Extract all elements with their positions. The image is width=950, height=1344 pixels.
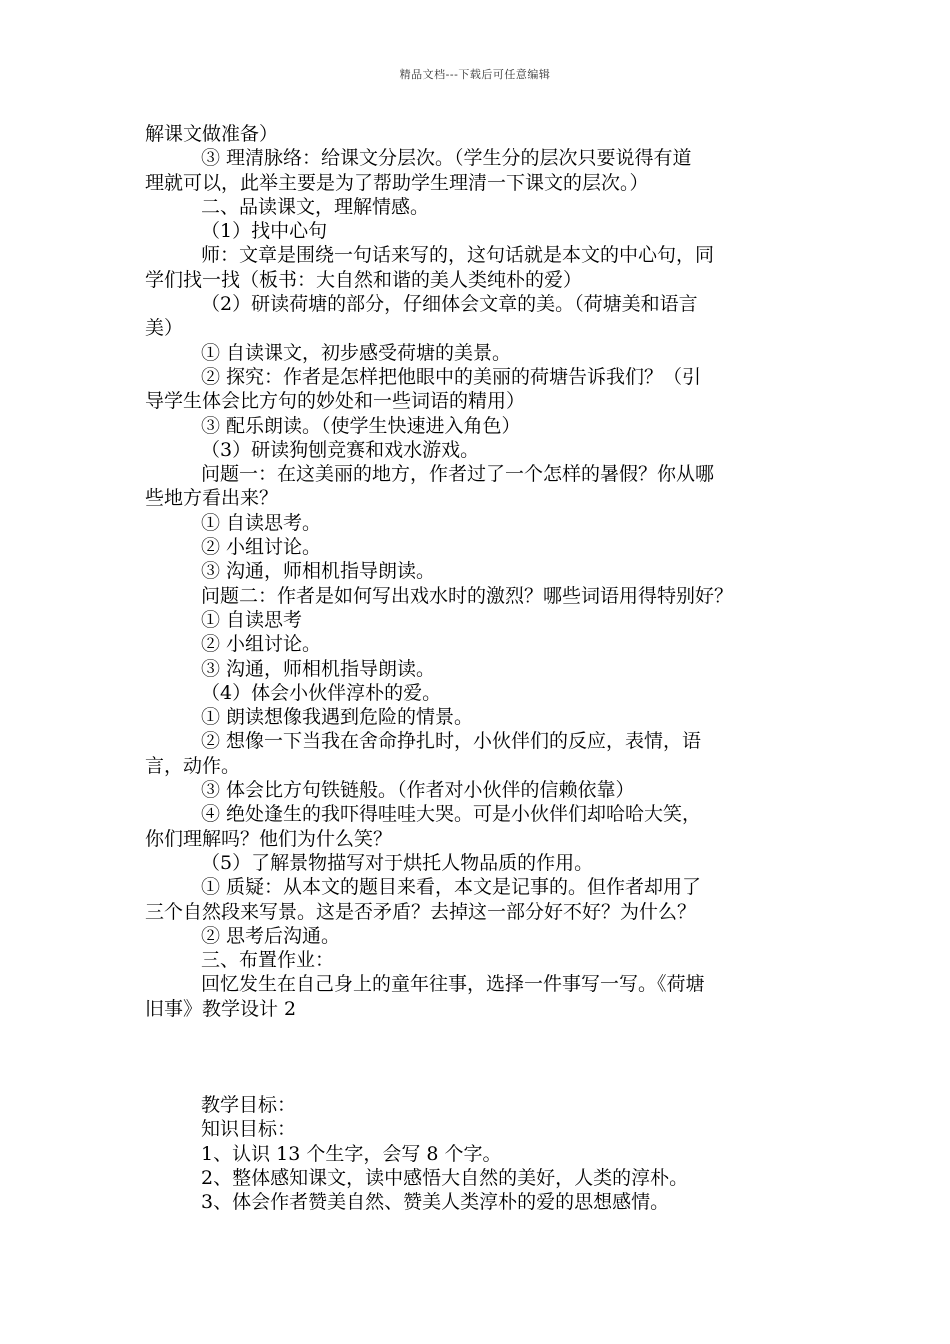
text-line: （2）研读荷塘的部分，仔细体会文章的美。（荷塘美和语言: [201, 293, 698, 316]
document-body: [145, 122, 825, 1214]
text-line: ② 小组讨论。: [201, 633, 322, 656]
text-line: ② 想像一下当我在舍命挣扎时，小伙伴们的反应，表情，语: [201, 730, 702, 753]
text-line: 回忆发生在自己身上的童年往事，选择一件事写一写。《荷塘: [201, 973, 705, 996]
text-line: 教学目标：: [201, 1093, 297, 1116]
text-line: 解课文做准备）: [145, 123, 279, 145]
text-line: ① 自读思考: [201, 608, 303, 631]
text-line: ② 小组讨论。: [201, 536, 322, 559]
text-line: 问题二：作者是如何写出戏水时的激烈？哪些词语用得特别好？: [201, 584, 734, 607]
text-line: ① 质疑：从本文的题目来看，本文是记事的。但作者却用了: [201, 876, 702, 899]
text-line: 二、品读课文，理解情感。: [201, 195, 430, 218]
text-line: 师：文章是围绕一句话来写的，这句话就是本文的中心句，同: [201, 244, 715, 267]
text-line: 知识目标：: [201, 1118, 297, 1141]
text-line: ③ 沟通，师相机指导朗读。: [201, 560, 436, 583]
text-line: ① 自读思考。: [201, 511, 322, 534]
text-line: ③ 配乐朗读。（使学生快速进入角色）: [201, 414, 521, 437]
text-line: 问题一：在这美丽的地方，作者过了一个怎样的暑假？你从哪: [201, 463, 715, 486]
text-line: 旧事》教学设计 2: [145, 997, 297, 1020]
text-line: （1）找中心句: [201, 220, 328, 243]
text-line: 2、整体感知课文，读中感悟大自然的美好，人类的淳朴。: [201, 1166, 689, 1189]
text-line: ③ 体会比方句铁链般。（作者对小伙伴的信赖依靠）: [201, 779, 635, 802]
text-line: 3、体会作者赞美自然、赞美人类淳朴的爱的思想感情。: [201, 1191, 670, 1214]
text-line: ② 思考后沟通。: [201, 924, 341, 947]
text-line: 美）: [145, 317, 184, 340]
text-line: ③ 理清脉络：给课文分层次。（学生分的层次只要说得有道: [201, 147, 692, 170]
text-line: 言，动作。: [145, 754, 241, 777]
text-line: 导学生体会比方句的妙处和一些词语的精用）: [145, 390, 526, 413]
text-line: （3）研读狗刨竞赛和戏水游戏。: [201, 438, 480, 461]
text-line: 三、布置作业：: [201, 949, 335, 972]
text-line: 些地方看出来？: [145, 487, 279, 510]
text-line: （5）了解景物描写对于烘托人物品质的作用。: [201, 851, 594, 874]
text-line: 1、认识 13 个生字，会写 8 个字。: [201, 1142, 502, 1165]
text-line: ② 探究：作者是怎样把他眼中的美丽的荷塘告诉我们？（引: [201, 365, 702, 388]
text-line: ③ 沟通，师相机指导朗读。: [201, 657, 436, 680]
text-block-teaching-goals: [145, 1093, 825, 1214]
text-line: （4）体会小伙伴淳朴的爱。: [201, 681, 442, 704]
page-header: 精品文档---下载后可任意编辑: [399, 68, 551, 81]
text-line: 学们找一找（板书：大自然和谐的美人类纯朴的爱）: [145, 268, 583, 291]
text-line: ① 自读课文，初步感受荷塘的美景。: [201, 341, 512, 364]
text-line: 理就可以，此举主要是为了帮助学生理清一下课文的层次。）: [145, 171, 649, 194]
text-block-lesson-plan: [145, 122, 825, 1021]
text-line: ④ 绝处逢生的我吓得哇哇大哭。可是小伙伴们却哈哈大笑，: [201, 803, 702, 826]
text-line: 你们理解吗？他们为什么笑？: [145, 827, 393, 850]
text-line: 三个自然段来写景。这是否矛盾？去掉这一部分好不好？为什么？: [145, 900, 697, 923]
section-gap: [145, 1021, 825, 1093]
text-line: ① 朗读想像我遇到危险的情景。: [201, 706, 474, 729]
